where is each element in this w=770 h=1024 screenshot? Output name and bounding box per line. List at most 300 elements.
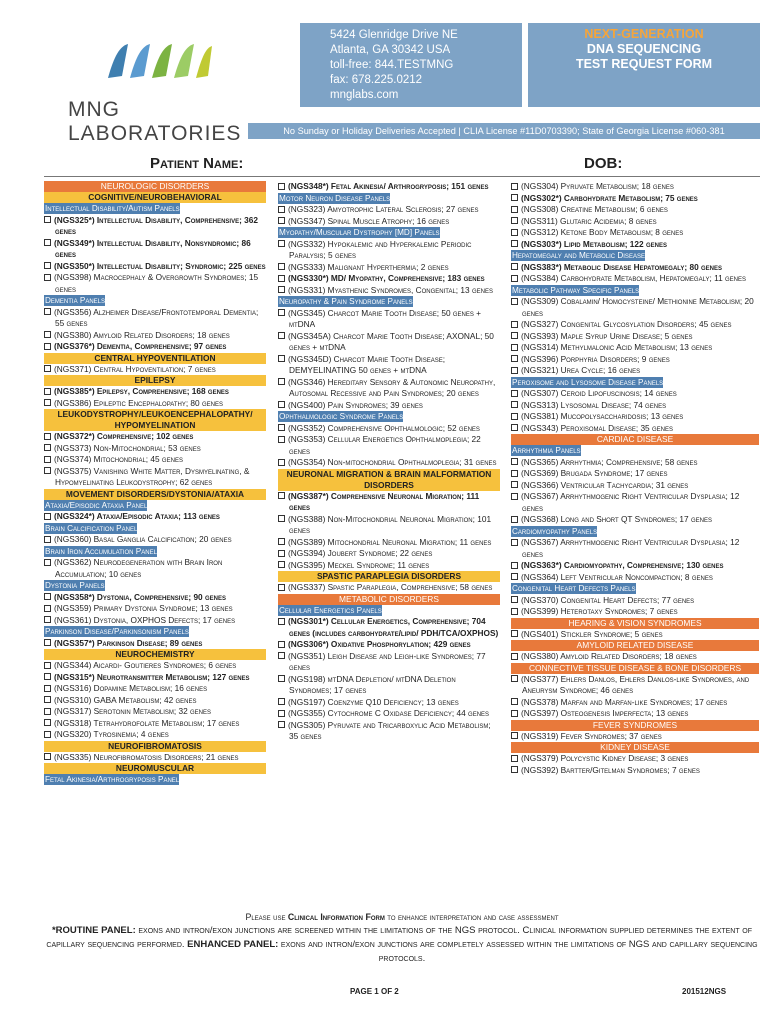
test-panel-label: (NGS311) Glutaric Acidemia; 8 genes bbox=[521, 215, 657, 226]
test-panel-option[interactable] bbox=[278, 457, 500, 469]
checkbox[interactable] bbox=[511, 653, 518, 660]
lab-name: MNG LABORATORIES bbox=[68, 98, 242, 145]
checkbox[interactable] bbox=[278, 206, 285, 213]
panel-group-row bbox=[44, 203, 266, 215]
panel-group-header: Neuropathy & Pain Syndrome Panels bbox=[279, 297, 413, 306]
test-panel-label: (NGS304) Pyruvate Metabolism; 18 genes bbox=[521, 181, 674, 191]
test-panel-option[interactable] bbox=[511, 331, 759, 343]
checkbox[interactable] bbox=[511, 413, 518, 420]
test-panel-option[interactable] bbox=[511, 319, 759, 331]
checkbox[interactable] bbox=[44, 308, 51, 315]
test-panel-option[interactable] bbox=[44, 592, 266, 604]
test-panel-label: (NGS198) mtDNA Depletion/ mtDNA Deletion Syndromes; 17 genes bbox=[288, 673, 456, 695]
divider bbox=[44, 176, 760, 177]
test-panel-option[interactable] bbox=[511, 606, 759, 618]
panel-group-row bbox=[278, 296, 500, 308]
test-panel-label: (NGS401) Stickler Syndrome; 5 genes bbox=[521, 628, 663, 639]
checkbox[interactable] bbox=[278, 217, 285, 224]
checkbox[interactable] bbox=[278, 492, 285, 499]
panel-group-header: Dementia Panels bbox=[45, 296, 105, 305]
test-panel-option[interactable] bbox=[278, 400, 500, 412]
checkbox[interactable] bbox=[278, 550, 285, 557]
panel-column-1 bbox=[44, 181, 266, 786]
test-panel-label: (NGS384) Carbohydrate Metabolism, Hepatomegaly; 11 genes bbox=[521, 273, 747, 283]
test-panel-label: (NGS364) Left Ventricular Noncompaction; 8 genes bbox=[521, 571, 713, 582]
checkbox[interactable] bbox=[511, 630, 518, 637]
test-panel-option[interactable] bbox=[44, 398, 266, 410]
checkbox[interactable] bbox=[44, 662, 51, 669]
test-panel-option[interactable] bbox=[44, 672, 266, 684]
checkbox[interactable] bbox=[278, 698, 285, 705]
checkbox[interactable] bbox=[278, 263, 285, 270]
footer-text: to enhance interpretation and case assessment bbox=[384, 912, 559, 922]
test-panel-option[interactable] bbox=[44, 364, 266, 376]
address-block bbox=[300, 23, 522, 107]
checkbox[interactable] bbox=[44, 685, 51, 692]
test-panel-label: (NGS325*) Intellectual Disability, Comprehensive; 362 genes bbox=[54, 214, 259, 236]
test-panel-label: (NGS317) Serotonin Metabolism; 32 genes bbox=[54, 706, 212, 716]
test-panel-label: (NGS393) Maple Syrup Urine Disease; 5 genes bbox=[521, 330, 693, 341]
tollfree-phone: toll-free: 844.TESTMNG bbox=[330, 59, 454, 71]
test-panel-option[interactable] bbox=[278, 720, 500, 743]
panel-group-header: Brain Calcification Panel bbox=[45, 523, 138, 533]
test-panel-option[interactable] bbox=[278, 262, 500, 274]
checkbox[interactable] bbox=[511, 240, 518, 247]
test-panel-label: (NGS387*) Comprehensive Neuronal Migration; 111 genes bbox=[288, 490, 480, 512]
test-panel-label: (NGS361) Dystonia, OXPHOS Defects; 17 genes bbox=[54, 614, 236, 625]
checkbox[interactable] bbox=[278, 584, 285, 591]
checkbox[interactable] bbox=[511, 766, 518, 773]
checkbox[interactable] bbox=[44, 456, 51, 463]
test-panel-option[interactable] bbox=[511, 468, 759, 480]
test-panel-option[interactable] bbox=[44, 752, 266, 764]
test-panel-option[interactable] bbox=[511, 423, 759, 435]
checkbox[interactable] bbox=[278, 240, 285, 247]
test-panel-option[interactable] bbox=[511, 765, 759, 777]
section-header: CENTRAL HYPOVENTILATION bbox=[44, 353, 266, 364]
test-panel-option[interactable] bbox=[278, 616, 500, 639]
test-panel-option[interactable] bbox=[44, 511, 266, 523]
section-header: CARDIAC DISEASE bbox=[511, 434, 759, 445]
test-panel-label: (NGS301*) Cellular Energetics, Comprehensive; 704 genes (includes carbohydrate/lipid/ PDH/TCA/OXPHOS) bbox=[288, 616, 499, 638]
test-panel-option[interactable] bbox=[511, 204, 759, 216]
checkbox[interactable] bbox=[44, 696, 51, 703]
checkbox[interactable] bbox=[44, 343, 51, 350]
checkbox[interactable] bbox=[44, 536, 51, 543]
test-panel-option[interactable] bbox=[278, 582, 500, 594]
section-header: AMYLOID RELATED DISEASE bbox=[511, 640, 759, 651]
checkbox[interactable] bbox=[44, 433, 51, 440]
test-panel-label: (NGS302*) Carbohydrate Metabolism; 75 genes bbox=[521, 192, 698, 203]
test-panel-option[interactable] bbox=[278, 239, 500, 262]
checkbox[interactable] bbox=[44, 513, 51, 520]
test-panel-label: (NGS305) Pyruvate and Tricarboxylic Acid Metabolism; 35 genes bbox=[288, 719, 491, 741]
test-panel-option[interactable] bbox=[511, 731, 759, 743]
test-panel-label: (NGS365) Arrhythmia; Comprehensive; 58 genes bbox=[521, 456, 698, 467]
checkbox[interactable] bbox=[278, 515, 285, 522]
checkbox[interactable] bbox=[511, 562, 518, 569]
test-panel-option[interactable] bbox=[278, 491, 500, 514]
test-panel-option[interactable] bbox=[511, 342, 759, 354]
panel-group-row bbox=[44, 580, 266, 592]
test-panel-option[interactable] bbox=[278, 548, 500, 560]
test-panel-label: (NGS385*) Epilepsy, Comprehensive; 168 genes bbox=[54, 386, 229, 396]
test-panel-option[interactable] bbox=[511, 560, 759, 572]
test-panel-label: (NGS332) Hypokalemic and Hyperkalemic Periodic Paralysis; 5 genes bbox=[288, 238, 472, 260]
footer-line-2 bbox=[44, 924, 760, 966]
address-line: 5424 Glenridge Drive NE bbox=[330, 29, 458, 41]
checkbox[interactable] bbox=[511, 355, 518, 362]
test-panel-option[interactable] bbox=[511, 239, 759, 251]
test-panel-label: (NGS398) Macrocephaly & Overgrowth Syndromes; 15 genes bbox=[54, 272, 259, 294]
checkbox[interactable] bbox=[44, 753, 51, 760]
test-panel-label: (NGS337) Spastic Paraplegia, Comprehensive; 58 genes bbox=[288, 582, 493, 592]
checkbox[interactable] bbox=[278, 675, 285, 682]
checkbox[interactable] bbox=[511, 470, 518, 477]
section-header: NEUROLOGIC DISORDERS bbox=[44, 181, 266, 192]
checkbox[interactable] bbox=[278, 710, 285, 717]
checkbox[interactable] bbox=[511, 217, 518, 224]
test-panel-label: (NGS314) Methylmalonic Acid Metabolism; 13 genes bbox=[521, 342, 713, 352]
checkbox[interactable] bbox=[511, 493, 518, 500]
test-panel-label: (NGS312) Ketone Body Metabolism; 8 genes bbox=[521, 227, 684, 237]
enhanced-panel-label: ENHANCED PANEL: bbox=[187, 939, 279, 950]
test-panel-label: (NGS346) Hereditary Sensory & Autonomic Neuropathy, Autosomal Recessive and Pain Syndromes; 20 genes bbox=[288, 376, 496, 398]
panel-group-row bbox=[44, 546, 266, 558]
clinical-info-form-link[interactable]: Clinical Information Form bbox=[287, 912, 385, 922]
test-panel-option[interactable] bbox=[44, 454, 266, 466]
checkbox[interactable] bbox=[511, 263, 518, 270]
test-panel-label: (NGS392) Bartter/Gitelman Syndromes; 7 genes bbox=[521, 764, 700, 775]
checkbox[interactable] bbox=[44, 467, 51, 474]
page-header bbox=[0, 0, 770, 145]
form-title-block bbox=[528, 23, 760, 107]
test-panel-option[interactable] bbox=[511, 354, 759, 366]
checkbox[interactable] bbox=[44, 639, 51, 646]
checkbox[interactable] bbox=[278, 561, 285, 568]
test-panel-option[interactable] bbox=[511, 697, 759, 709]
test-panel-label: (NGS308) Creatine Metabolism; 6 genes bbox=[521, 204, 668, 214]
checkbox[interactable] bbox=[278, 538, 285, 545]
checkbox[interactable] bbox=[44, 399, 51, 406]
test-panel-option[interactable] bbox=[278, 216, 500, 228]
test-panel-option[interactable] bbox=[278, 377, 500, 400]
checkbox[interactable] bbox=[511, 401, 518, 408]
test-panel-option[interactable] bbox=[511, 595, 759, 607]
checkbox[interactable] bbox=[44, 365, 51, 372]
checkbox[interactable] bbox=[278, 401, 285, 408]
test-panel-option[interactable] bbox=[511, 457, 759, 469]
checkbox[interactable] bbox=[278, 641, 285, 648]
test-panel-option[interactable] bbox=[44, 695, 266, 707]
panel-group-header: Ataxia/Episodic Ataxia Panel bbox=[45, 500, 148, 510]
checkbox[interactable] bbox=[511, 539, 518, 546]
test-panel-option[interactable] bbox=[44, 431, 266, 443]
checkbox[interactable] bbox=[44, 673, 51, 680]
section-header: EPILEPSY bbox=[44, 375, 266, 386]
checkbox[interactable] bbox=[511, 424, 518, 431]
test-panel-label: (NGS345) Charcot Marie Tooth Disease; 50 genes + mtDNA bbox=[288, 307, 482, 329]
test-panel-label: (NGS335) Neurofibromatosis Disorders; 21 genes bbox=[54, 751, 239, 762]
test-panel-label: (NGS349*) Intellectual Disability, Nonsyndromic; 86 genes bbox=[54, 237, 251, 259]
checkbox[interactable] bbox=[278, 309, 285, 316]
section-header: CONNECTIVE TISSUE DISEASE & BONE DISORDERS bbox=[511, 663, 759, 674]
checkbox[interactable] bbox=[511, 596, 518, 603]
checkbox[interactable] bbox=[278, 424, 285, 431]
form-title-line: DNA SEQUENCING bbox=[586, 42, 702, 56]
test-panel-label: (NGS360) Basal Ganglia Calcification; 20 genes bbox=[54, 534, 232, 544]
test-panel-label: (NGS303*) Lipid Metabolism; 122 genes bbox=[521, 238, 667, 249]
test-panel-label: (NGS367) Arrhythmogenic Right Ventricular Dysplasia; 12 genes bbox=[521, 537, 740, 559]
test-panel-label: (NGS379) Polycystic Kidney Disease; 3 genes bbox=[521, 753, 689, 763]
test-panel-option[interactable] bbox=[44, 261, 266, 273]
test-panel-option[interactable] bbox=[511, 400, 759, 412]
test-panel-option[interactable] bbox=[278, 537, 500, 549]
test-panel-label: (NGS316) Dopamine Metabolism; 16 genes bbox=[54, 683, 208, 693]
checkbox[interactable] bbox=[511, 755, 518, 762]
checkbox[interactable] bbox=[44, 262, 51, 269]
test-panel-label: (NGS386) Epileptic Encephalopathy; 80 genes bbox=[54, 397, 223, 408]
panel-column-2 bbox=[278, 181, 500, 743]
checkbox[interactable] bbox=[278, 355, 285, 362]
section-header: NEUROMUSCULAR bbox=[44, 763, 266, 774]
test-panel-option[interactable] bbox=[278, 181, 500, 193]
checkbox[interactable] bbox=[278, 286, 285, 293]
test-panel-option[interactable] bbox=[511, 411, 759, 423]
test-panel-option[interactable] bbox=[44, 557, 266, 580]
footer-line-1 bbox=[44, 910, 760, 924]
test-panel-label: (NGS313) Lysosomal Disease; 74 genes bbox=[521, 399, 667, 410]
panel-group-header: Myopathy/Muscular Dystrophy [MD] Panels bbox=[279, 228, 440, 237]
test-panel-option[interactable] bbox=[511, 181, 759, 193]
test-panel-option[interactable] bbox=[44, 307, 266, 330]
test-panel-label: (NGS197) Coenzyme Q10 Deficiency; 13 genes bbox=[288, 696, 459, 707]
test-panel-option[interactable] bbox=[278, 434, 500, 457]
test-panel-option[interactable] bbox=[278, 354, 500, 377]
test-panel-option[interactable] bbox=[511, 491, 759, 514]
checkbox[interactable] bbox=[44, 388, 51, 395]
checkbox[interactable] bbox=[511, 516, 518, 523]
test-panel-option[interactable] bbox=[278, 697, 500, 709]
checkbox[interactable] bbox=[278, 275, 285, 282]
panel-group-header: Fetal Akinesia/Arthrogryposis Panel bbox=[45, 775, 180, 784]
checkbox[interactable] bbox=[44, 593, 51, 600]
panel-group-header: Metabolic Pathway Specific Panels bbox=[512, 285, 640, 295]
panel-group-header: Motor Neuron Disease Panels bbox=[279, 193, 391, 203]
test-panel-label: (NGS394) Joubert Syndrome; 22 genes bbox=[288, 548, 433, 558]
form-title-line: NEXT-GENERATION bbox=[584, 27, 704, 41]
test-panel-label: (NGS350*) Intellectual Disability; Syndromic; 225 genes bbox=[54, 260, 266, 271]
logo-mark-icon bbox=[100, 36, 220, 86]
checkbox[interactable] bbox=[44, 605, 51, 612]
test-panel-option[interactable] bbox=[44, 341, 266, 353]
checkbox[interactable] bbox=[511, 298, 518, 305]
test-panel-label: (NGS307) Ceroid Lipofuscinosis; 14 genes bbox=[521, 388, 677, 398]
test-panel-option[interactable] bbox=[278, 204, 500, 216]
address-line: Atlanta, GA 30342 USA bbox=[330, 44, 451, 56]
checkbox[interactable] bbox=[511, 458, 518, 465]
checkbox[interactable] bbox=[278, 378, 285, 385]
form-code: 201512NGS bbox=[682, 987, 727, 996]
test-panel-label: (NGS397) Osteogenesis Imperfecta; 13 genes bbox=[521, 708, 689, 718]
panel-group-header: Hepatomegaly and Metabolic Disease bbox=[512, 251, 645, 260]
test-panel-label: (NGS389) Mitochondrial Neuronal Migration; 11 genes bbox=[288, 536, 492, 547]
test-panel-option[interactable] bbox=[278, 331, 500, 354]
test-panel-option[interactable] bbox=[44, 718, 266, 730]
test-panel-option[interactable] bbox=[278, 560, 500, 572]
panel-group-row bbox=[44, 774, 266, 786]
test-panel-option[interactable] bbox=[511, 262, 759, 274]
test-panel-label: (NGS356) Alzheimer Disease/Frontotemporal Dementia; 55 genes bbox=[54, 306, 259, 328]
dob-label: DOB: bbox=[584, 155, 623, 172]
checkbox[interactable] bbox=[44, 239, 51, 246]
section-header: COGNITIVE/NEUROBEHAVIORAL bbox=[44, 192, 266, 203]
checkbox[interactable] bbox=[511, 183, 518, 190]
test-panel-option[interactable] bbox=[44, 603, 266, 615]
test-panel-option[interactable] bbox=[278, 285, 500, 297]
test-panel-option[interactable] bbox=[511, 708, 759, 720]
checkbox[interactable] bbox=[511, 194, 518, 201]
test-panel-option[interactable] bbox=[511, 296, 759, 319]
test-panel-option[interactable] bbox=[44, 534, 266, 546]
checkbox[interactable] bbox=[278, 721, 285, 728]
test-panel-label: (NGS383*) Metabolic Disease Hepatomegaly; 80 genes bbox=[521, 261, 723, 272]
test-panel-label: (NGS348*) Fetal Akinesia/ Arthrogryposis; 151 genes bbox=[288, 181, 489, 191]
test-panel-option[interactable] bbox=[44, 683, 266, 695]
test-panel-option[interactable] bbox=[44, 638, 266, 650]
checkbox[interactable] bbox=[511, 321, 518, 328]
checkbox[interactable] bbox=[511, 675, 518, 682]
test-panel-option[interactable] bbox=[44, 386, 266, 398]
test-panel-label: (NGS371) Central Hypoventilation; 7 genes bbox=[54, 363, 216, 374]
test-panel-option[interactable] bbox=[511, 216, 759, 228]
test-panel-label: (NGS357*) Parkinson Disease; 89 genes bbox=[54, 637, 203, 648]
test-panel-option[interactable] bbox=[511, 480, 759, 492]
test-panel-option[interactable] bbox=[511, 537, 759, 560]
footer-text: Please use bbox=[245, 912, 288, 922]
test-panel-option[interactable] bbox=[511, 572, 759, 584]
checkbox[interactable] bbox=[44, 559, 51, 566]
checkbox[interactable] bbox=[44, 708, 51, 715]
test-panel-label: (NGS306*) Oxidative Phosphorylation; 429 genes bbox=[288, 639, 471, 649]
test-panel-option[interactable] bbox=[44, 660, 266, 672]
checkbox[interactable] bbox=[278, 618, 285, 625]
checkbox[interactable] bbox=[44, 444, 51, 451]
test-panel-option[interactable] bbox=[44, 238, 266, 261]
checkbox[interactable] bbox=[511, 732, 518, 739]
checkbox[interactable] bbox=[511, 275, 518, 282]
test-panel-option[interactable] bbox=[278, 273, 500, 285]
section-header: METABOLIC DISORDERS bbox=[278, 594, 500, 605]
checkbox[interactable] bbox=[278, 332, 285, 339]
checkbox[interactable] bbox=[511, 367, 518, 374]
test-panel-option[interactable] bbox=[44, 615, 266, 627]
checkbox[interactable] bbox=[511, 608, 518, 615]
checkbox[interactable] bbox=[44, 616, 51, 623]
checkbox[interactable] bbox=[511, 390, 518, 397]
test-panel-option[interactable] bbox=[44, 466, 266, 489]
checkbox[interactable] bbox=[44, 331, 51, 338]
test-panel-label: (NGS320) Tyrosinemia; 4 genes bbox=[54, 729, 169, 739]
checkbox[interactable] bbox=[44, 274, 51, 281]
checkbox[interactable] bbox=[511, 698, 518, 705]
section-header: LEUKODYSTROPHY/LEUKOENCEPHALOPATHY/ HYPOMYELINATION bbox=[44, 409, 266, 431]
routine-panel-label: *ROUTINE PANEL: bbox=[51, 925, 136, 936]
test-panel-option[interactable] bbox=[511, 273, 759, 285]
test-panel-label: (NGS368) Long and Short QT Syndromes; 17 genes bbox=[521, 514, 712, 524]
checkbox[interactable] bbox=[278, 436, 285, 443]
test-panel-label: (NGS363*) Cardiomyopathy, Comprehensive; 130 genes bbox=[521, 560, 724, 570]
website-link[interactable]: mnglabs.com bbox=[330, 89, 399, 101]
page-number: PAGE 1 OF 2 bbox=[350, 987, 399, 996]
test-panel-label: (NGS366) Ventricular Tachycardia; 31 genes bbox=[521, 479, 689, 490]
test-panel-label: (NGS355) Cytochrome C Oxidase Deficiency; 44 genes bbox=[288, 708, 490, 718]
checkbox[interactable] bbox=[511, 332, 518, 339]
enhanced-panel-text: exons and intron/exon junctions are completely assessed within the limitations of NGS and capillary sequencing protocols. bbox=[278, 939, 758, 964]
test-panel-option[interactable] bbox=[44, 729, 266, 741]
panel-group-row bbox=[511, 445, 759, 457]
test-panel-option[interactable] bbox=[511, 753, 759, 765]
test-panel-option[interactable] bbox=[511, 514, 759, 526]
panel-group-row bbox=[44, 500, 266, 512]
test-panel-option[interactable] bbox=[44, 272, 266, 295]
checkbox[interactable] bbox=[511, 229, 518, 236]
checkbox[interactable] bbox=[511, 573, 518, 580]
checkbox[interactable] bbox=[511, 481, 518, 488]
checkbox[interactable] bbox=[278, 652, 285, 659]
test-panel-label: (NGS318) Tetrahydrofolate Metabolism; 17 genes bbox=[54, 717, 240, 728]
test-panel-option[interactable] bbox=[278, 651, 500, 674]
test-panel-option[interactable] bbox=[278, 514, 500, 537]
patient-name-label: Patient Name: bbox=[150, 155, 244, 172]
test-panel-label: (NGS321) Urea Cycle; 16 genes bbox=[521, 365, 641, 375]
test-panel-label: (NGS333) Malignant Hyperthermia; 2 genes bbox=[288, 261, 449, 272]
test-panel-option[interactable] bbox=[278, 423, 500, 435]
checkbox[interactable] bbox=[511, 344, 518, 351]
test-panel-option[interactable] bbox=[511, 651, 759, 663]
test-panel-option[interactable] bbox=[511, 629, 759, 641]
test-panel-option[interactable] bbox=[511, 227, 759, 239]
panel-group-header: Arrhythmia Panels bbox=[512, 446, 581, 455]
test-panel-option[interactable] bbox=[44, 215, 266, 238]
footer-notes bbox=[44, 910, 760, 966]
checkbox[interactable] bbox=[278, 183, 285, 190]
test-panel-option[interactable] bbox=[278, 708, 500, 720]
test-panel-option[interactable] bbox=[511, 674, 759, 697]
checkbox[interactable] bbox=[44, 731, 51, 738]
test-panel-option[interactable] bbox=[44, 443, 266, 455]
test-panel-option[interactable] bbox=[44, 706, 266, 718]
panel-group-row bbox=[44, 523, 266, 535]
checkbox[interactable] bbox=[511, 206, 518, 213]
checkbox[interactable] bbox=[511, 710, 518, 717]
checkbox[interactable] bbox=[44, 216, 51, 223]
test-panel-label: (NGS380) Amyloid Related Disorders; 18 genes bbox=[54, 329, 230, 340]
test-panel-option[interactable] bbox=[511, 193, 759, 205]
test-panel-label: (NGS377) Ehlers Danlos, Ehlers Danlos-like Syndromes, and Aneurysm Syndrome; 46 genes bbox=[521, 673, 750, 695]
test-panel-label: (NGS310) GABA Metabolism; 42 genes bbox=[54, 694, 197, 705]
test-panel-label: (NGS388) Non-Mitochondrial Neuronal Migration; 101 genes bbox=[288, 513, 492, 535]
test-panel-option[interactable] bbox=[44, 330, 266, 342]
checkbox[interactable] bbox=[278, 459, 285, 466]
test-panel-option[interactable] bbox=[511, 365, 759, 377]
test-panel-option[interactable] bbox=[511, 388, 759, 400]
checkbox[interactable] bbox=[44, 719, 51, 726]
test-panel-option[interactable] bbox=[278, 639, 500, 651]
test-panel-option[interactable] bbox=[278, 308, 500, 331]
test-panel-label: (NGS374) Mitochondrial; 45 genes bbox=[54, 454, 183, 464]
test-panel-option[interactable] bbox=[278, 674, 500, 697]
